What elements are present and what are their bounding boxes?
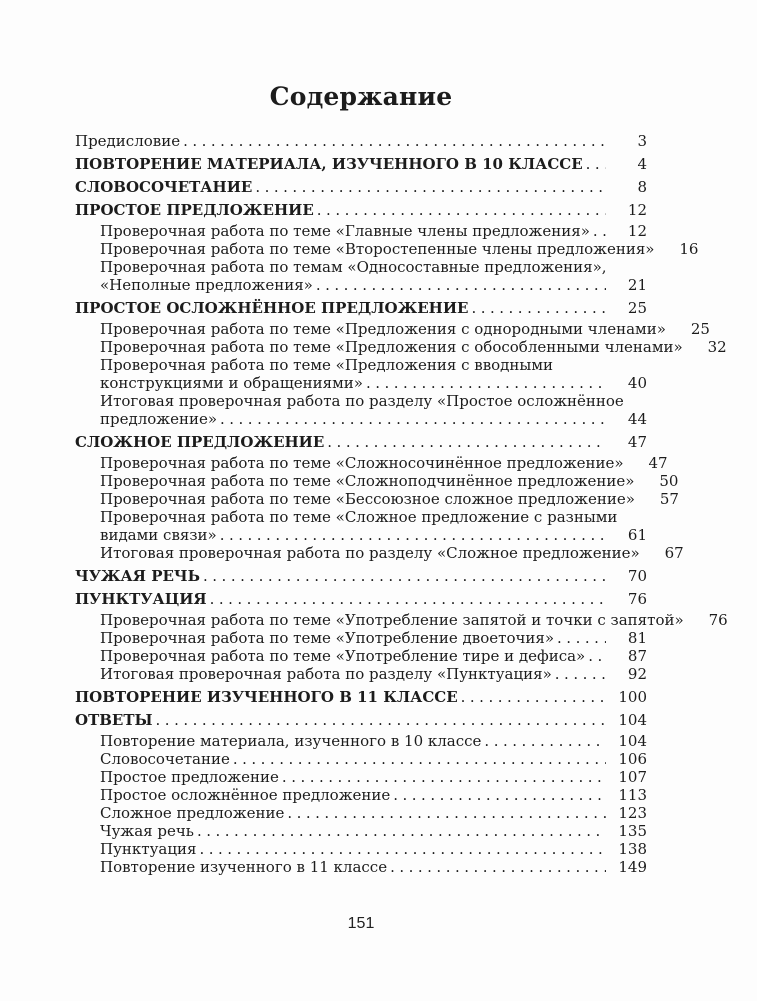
toc-page-number: 76: [627, 590, 647, 608]
toc-entry-label: видами связи»: [100, 526, 217, 544]
footer-page-number: 151: [347, 915, 375, 932]
toc-row: [75, 858, 647, 876]
toc-entry-label: Сложное предложение: [100, 804, 285, 822]
toc-page-number: 47: [648, 454, 668, 472]
toc-entry-label: Проверочная работа по теме «Предложения с обособленными членами»: [100, 338, 683, 356]
toc-entry-label: Проверочная работа по теме «Бессоюзное сложное предложение»: [100, 490, 635, 508]
dot-leader: [197, 822, 606, 840]
toc-entry-label: Проверочная работа по теме «Употребление двоеточия»: [100, 629, 555, 647]
toc-page-number: 106: [618, 750, 647, 768]
toc-entry-label: Повторение изученного в 11 классе: [100, 858, 388, 876]
dot-leader: [317, 201, 606, 219]
toc-entry-label: Проверочная работа по теме «Употребление запятой и точки с запятой»: [100, 611, 684, 629]
toc-row: [75, 665, 647, 683]
toc-entry-label: предложение»: [100, 410, 217, 428]
toc-row: [75, 629, 647, 647]
dot-leader: [461, 688, 606, 706]
toc-row: [75, 732, 647, 750]
toc-page-number: 40: [627, 374, 647, 392]
toc-page-number: 50: [659, 472, 679, 490]
toc-row: [75, 258, 647, 276]
toc-row: [75, 201, 647, 219]
contents-column: [75, 82, 728, 876]
toc-entry-label: конструкциями и обращениями»: [100, 374, 363, 392]
toc-entry-label: Предисловие: [75, 132, 181, 150]
dot-leader: [327, 433, 606, 451]
toc-page-number: 113: [618, 786, 647, 804]
toc-row: [75, 320, 710, 338]
toc-page-number: 87: [627, 647, 647, 665]
dot-leader: [255, 178, 606, 196]
dot-leader: [471, 299, 606, 317]
dot-leader: [316, 276, 606, 294]
dot-leader: [393, 786, 606, 804]
toc-page-number: 57: [659, 490, 679, 508]
dot-leader: [287, 804, 606, 822]
dot-leader: [199, 840, 606, 858]
toc-row: [75, 750, 647, 768]
toc-page-number: 3: [637, 132, 647, 150]
toc-entry-label: ПУНКТУАЦИЯ: [75, 590, 207, 608]
toc-page-number: 104: [618, 711, 647, 729]
dot-leader: [484, 732, 606, 750]
dot-leader: [557, 629, 606, 647]
toc-row: [75, 544, 684, 562]
toc-entry-label: Проверочная работа по теме «Сложное предложение с разными: [100, 508, 618, 526]
toc-row: [75, 338, 727, 356]
toc-row: [75, 472, 679, 490]
toc-row: [75, 590, 647, 608]
toc-row: [75, 222, 647, 240]
toc-entry-label: ПОВТОРЕНИЕ МАТЕРИАЛА, ИЗУЧЕННОГО В 10 КЛАССЕ: [75, 155, 583, 173]
dot-leader: [220, 410, 606, 428]
toc-entry-label: Чужая речь: [100, 822, 194, 840]
dot-leader: [555, 665, 606, 683]
toc-entry-label: Итоговая проверочная работа по разделу «Пунктуация»: [100, 665, 552, 683]
toc-entry-label: Проверочная работа по теме «Главные члены предложения»: [100, 222, 590, 240]
toc-entry-label: Пунктуация: [100, 840, 197, 858]
toc-page-number: 81: [627, 629, 647, 647]
toc-entry-label: Проверочная работа по теме «Предложения с однородными членами»: [100, 320, 666, 338]
toc-entry-label: ПРОСТОЕ ОСЛОЖНЁННОЕ ПРЕДЛОЖЕНИЕ: [75, 299, 469, 317]
toc-row: [75, 567, 647, 585]
toc-row: [75, 490, 679, 508]
toc-page-number: 8: [637, 178, 647, 196]
toc-entry-label: «Неполные предложения»: [100, 276, 313, 294]
toc-entry-label: Повторение материала, изученного в 10 классе: [100, 732, 482, 750]
toc-page-number: 25: [627, 299, 647, 317]
toc-row: [75, 374, 647, 392]
toc-page-number: 25: [690, 320, 710, 338]
toc-row: [75, 178, 647, 196]
toc-row: [75, 299, 647, 317]
dot-leader: [183, 132, 606, 150]
toc-entry-label: Словосочетание: [100, 750, 230, 768]
toc-page-number: 76: [708, 611, 728, 629]
dot-leader: [282, 768, 606, 786]
dot-leader: [586, 155, 606, 173]
toc-page-number: 61: [627, 526, 647, 544]
toc-entry-label: ПОВТОРЕНИЕ ИЗУЧЕННОГО В 11 КЛАССЕ: [75, 688, 458, 706]
toc-row: [75, 433, 647, 451]
toc-page-number: 44: [627, 410, 647, 428]
toc-page-number: 92: [627, 665, 647, 683]
toc-entry-label: Проверочная работа по темам «Односоставные предложения»,: [100, 258, 607, 276]
toc-row: [75, 155, 647, 173]
toc-page-number: 47: [627, 433, 647, 451]
toc-row: [75, 356, 647, 374]
toc-row: [75, 822, 647, 840]
dot-leader: [220, 526, 606, 544]
toc-page-number: 149: [618, 858, 647, 876]
toc-page-number: 12: [627, 201, 647, 219]
toc-row: [75, 611, 728, 629]
toc-entry-label: Проверочная работа по теме «Предложения с вводными: [100, 356, 554, 374]
toc-entry-label: Проверочная работа по теме «Сложноподчинённое предложение»: [100, 472, 635, 490]
toc-row: [75, 392, 647, 410]
toc-page-number: 16: [679, 240, 699, 258]
toc-row: [75, 711, 647, 729]
toc-entry-label: Простое осложнённое предложение: [100, 786, 391, 804]
toc-page-number: 32: [707, 338, 727, 356]
toc-row: [75, 132, 647, 150]
dot-leader: [366, 374, 606, 392]
toc-row: [75, 276, 647, 294]
toc-entry-label: Итоговая проверочная работа по разделу «Сложное предложение»: [100, 544, 640, 562]
toc-entry-label: ПРОСТОЕ ПРЕДЛОЖЕНИЕ: [75, 201, 314, 219]
toc-row: [75, 804, 647, 822]
toc-row: [75, 786, 647, 804]
toc-entry-label: Простое предложение: [100, 768, 279, 786]
toc-page-number: 107: [618, 768, 647, 786]
toc-page-number: 135: [618, 822, 647, 840]
dot-leader: [210, 590, 606, 608]
toc-page-number: 138: [618, 840, 647, 858]
page-title: Содержание: [269, 82, 453, 111]
toc-page-number: 100: [618, 688, 647, 706]
toc-page-number: 4: [637, 155, 647, 173]
toc-row: [75, 647, 647, 665]
toc-row: [75, 768, 647, 786]
toc-row: [75, 688, 647, 706]
toc-row: [75, 240, 699, 258]
toc-page-number: 67: [664, 544, 684, 562]
table-of-contents: [75, 132, 728, 876]
toc-row: [75, 526, 647, 544]
dot-leader: [593, 222, 606, 240]
toc-entry-label: Проверочная работа по теме «Употребление тире и дефиса»: [100, 647, 586, 665]
toc-row: [75, 410, 647, 428]
toc-entry-label: Итоговая проверочная работа по разделу «Простое осложнённое: [100, 392, 624, 410]
toc-page-number: 123: [618, 804, 647, 822]
toc-entry-label: СЛОЖНОЕ ПРЕДЛОЖЕНИЕ: [75, 433, 325, 451]
toc-page-number: 104: [618, 732, 647, 750]
toc-entry-label: ОТВЕТЫ: [75, 711, 153, 729]
toc-row: [75, 840, 647, 858]
dot-leader: [203, 567, 606, 585]
dot-leader: [233, 750, 606, 768]
toc-page-number: 12: [627, 222, 647, 240]
toc-page-number: 70: [627, 567, 647, 585]
toc-entry-label: СЛОВОСОЧЕТАНИЕ: [75, 178, 253, 196]
toc-row: [75, 454, 668, 472]
toc-entry-label: Проверочная работа по теме «Второстепенные члены предложения»: [100, 240, 655, 258]
dot-leader: [156, 711, 606, 729]
dot-leader: [588, 647, 606, 665]
toc-entry-label: Проверочная работа по теме «Сложносочинённое предложение»: [100, 454, 624, 472]
toc-page-number: 21: [627, 276, 647, 294]
dot-leader: [390, 858, 606, 876]
toc-entry-label: ЧУЖАЯ РЕЧЬ: [75, 567, 201, 585]
toc-row: [75, 508, 647, 526]
